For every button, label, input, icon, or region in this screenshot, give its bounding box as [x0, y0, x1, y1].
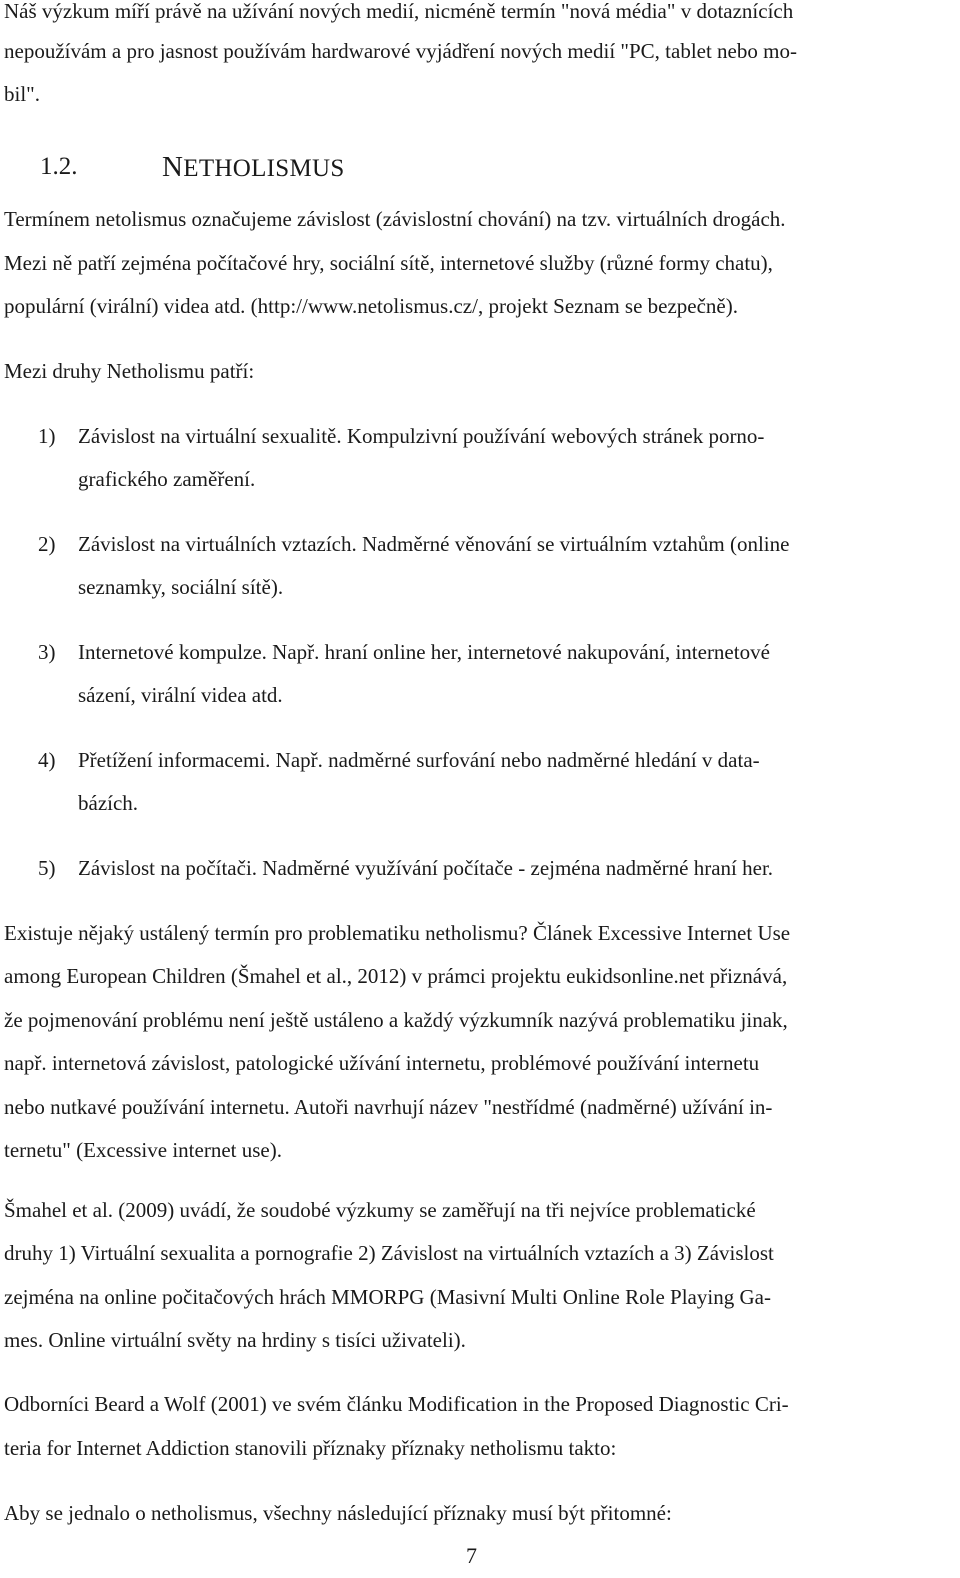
list-item-text: grafického zaměření. [78, 467, 256, 491]
list-item-number: 3) [38, 640, 56, 664]
text-line: Šmahel et al. (2009) uvádí, že soudobé výzkumy se zaměřují na tři nejvíce problematické [4, 1198, 756, 1222]
text-line: populární (virální) videa atd. (http://www.netolismus.cz/, projekt Seznam se bezpečně). [4, 294, 738, 318]
text-line: Odborníci Beard a Wolf (2001) ve svém článku Modification in the Proposed Diagnostic Cri- [4, 1392, 789, 1416]
text-line: bil". [4, 82, 40, 106]
list-item-number: 4) [38, 748, 56, 772]
list-item-number: 1) [38, 424, 56, 448]
text-line: Termínem netolismus označujeme závislost (závislostní chování) na tzv. virtuálních drogách. [4, 207, 786, 231]
types-intro: Mezi druhy Netholismu patří: [4, 359, 255, 383]
list-item-text: Přetížení informacemi. Např. nadměrné surfování nebo nadměrné hledání v data- [78, 748, 760, 772]
text-line: ternetu" (Excessive internet use). [4, 1138, 282, 1162]
text-line: nepoužívám a pro jasnost používám hardwarové vyjádření nových medií "PC, tablet nebo mo- [4, 39, 797, 63]
list-item-text: Závislost na virtuálních vztazích. Nadměrné věnování se virtuálním vztahům (online [78, 532, 790, 556]
text-line: Mezi ně patří zejména počítačové hry, sociální sítě, internetové služby (různé formy chatu), [4, 251, 773, 275]
list-item-text: sázení, virální videa atd. [78, 683, 283, 707]
text-line: druhy 1) Virtuální sexualita a pornografie 2) Závislost na virtuálních vztazích a 3) Závislost [4, 1241, 774, 1265]
text-line: mes. Online virtuální světy na hrdiny s tisíci uživateli). [4, 1328, 466, 1352]
text-line: např. internetová závislost, patologické užívání internetu, problémové používání internetu [4, 1051, 760, 1075]
list-item-text: Závislost na virtuální sexualitě. Kompulzivní používání webových stránek porno- [78, 424, 765, 448]
list-item-text: Internetové kompulze. Např. hraní online her, internetové nakupování, internetové [78, 640, 770, 664]
list-item-number: 2) [38, 532, 56, 556]
text-line: že pojmenování problému není ještě ustáleno a každý výzkumník nazývá problematiku jinak, [4, 1008, 788, 1032]
section-title: NETHOLISMUS [162, 151, 345, 183]
text-line: among European Children (Šmahel et al., 2012) v prámci projektu eukidsonline.net přiznává, [4, 964, 788, 988]
closing-sentence: Aby se jednalo o netholismus, všechny následující příznaky musí být přitomné: [4, 1501, 672, 1525]
text-line: nebo nutkavé používání internetu. Autoři navrhují název "nestřídmé (nadměrné) užívání in- [4, 1095, 773, 1119]
list-item-text: bázích. [78, 791, 139, 815]
list-item-text: seznamky, sociální sítě). [78, 575, 284, 599]
text-line: teria for Internet Addiction stanovili příznaky příznaky netholismu takto: [4, 1436, 617, 1460]
text-line: Náš výzkum míří právě na užívání nových medií, nicméně termín "nová média" v dotaznících [4, 0, 794, 23]
text-line: Existuje nějaký ustálený termín pro problematiku netholismu? Článek Excessive Internet Use [4, 921, 791, 945]
page-number: 7 [466, 1543, 477, 1568]
section-number: 1.2. [40, 153, 78, 180]
list-item-text: Závislost na počítači. Nadměrné využívání počítače - zejména nadměrné hraní her. [78, 856, 774, 880]
text-line: zejména na online počitačových hrách MMORPG (Masivní Multi Online Role Playing Ga- [4, 1285, 771, 1309]
list-item-number: 5) [38, 856, 56, 880]
